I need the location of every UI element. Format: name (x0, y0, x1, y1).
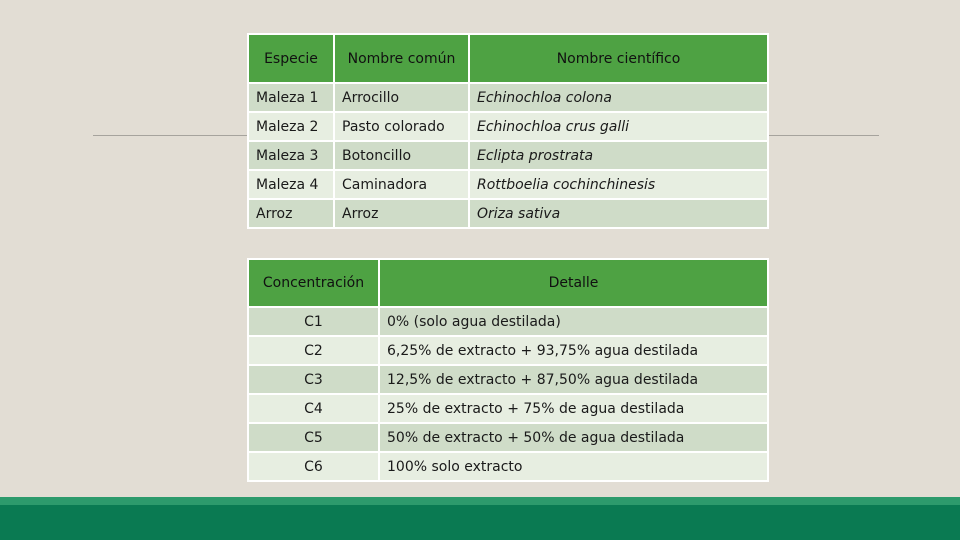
concentration-table-header-row (248, 259, 768, 307)
species-cell: Maleza 1 (248, 83, 334, 112)
scientific-name-cell: Echinochloa colona (469, 83, 768, 112)
concentration-code-cell: C5 (248, 423, 379, 452)
concentration-code-cell: C6 (248, 452, 379, 481)
concentration-code-cell: C1 (248, 307, 379, 336)
header-concentracion: Concentración (248, 259, 379, 307)
table-row (248, 394, 768, 423)
concentration-detail-cell: 12,5% de extracto + 87,50% agua destilada (379, 365, 768, 394)
header-nombre-cientifico: Nombre científico (469, 34, 768, 83)
species-cell: Arroz (248, 199, 334, 228)
concentration-code-cell: C3 (248, 365, 379, 394)
header-especie: Especie (248, 34, 334, 83)
concentration-detail-cell: 6,25% de extracto + 93,75% agua destilada (379, 336, 768, 365)
common-name-cell: Pasto colorado (334, 112, 469, 141)
header-nombre-comun: Nombre común (334, 34, 469, 83)
table-row (248, 112, 768, 141)
scientific-name-cell: Oriza sativa (469, 199, 768, 228)
species-cell: Maleza 3 (248, 141, 334, 170)
concentration-table (247, 258, 769, 482)
concentration-detail-cell: 50% de extracto + 50% de agua destilada (379, 423, 768, 452)
table-row (248, 307, 768, 336)
species-cell: Maleza 4 (248, 170, 334, 199)
concentration-detail-cell: 25% de extracto + 75% de agua destilada (379, 394, 768, 423)
common-name-cell: Arrocillo (334, 83, 469, 112)
concentration-code-cell: C2 (248, 336, 379, 365)
species-table-header-row (248, 34, 768, 83)
concentration-code-cell: C4 (248, 394, 379, 423)
table-row (248, 452, 768, 481)
scientific-name-cell: Echinochloa crus galli (469, 112, 768, 141)
table-row (248, 199, 768, 228)
header-detalle: Detalle (379, 259, 768, 307)
common-name-cell: Arroz (334, 199, 469, 228)
species-table (247, 33, 769, 229)
footer-band-accent (0, 497, 960, 505)
table-row (248, 83, 768, 112)
table-row (248, 170, 768, 199)
table-row (248, 336, 768, 365)
concentration-detail-cell: 0% (solo agua destilada) (379, 307, 768, 336)
common-name-cell: Botoncillo (334, 141, 469, 170)
table-row (248, 423, 768, 452)
scientific-name-cell: Eclipta prostrata (469, 141, 768, 170)
species-cell: Maleza 2 (248, 112, 334, 141)
table-row (248, 141, 768, 170)
table-row (248, 365, 768, 394)
concentration-detail-cell: 100% solo extracto (379, 452, 768, 481)
scientific-name-cell: Rottboelia cochinchinesis (469, 170, 768, 199)
common-name-cell: Caminadora (334, 170, 469, 199)
